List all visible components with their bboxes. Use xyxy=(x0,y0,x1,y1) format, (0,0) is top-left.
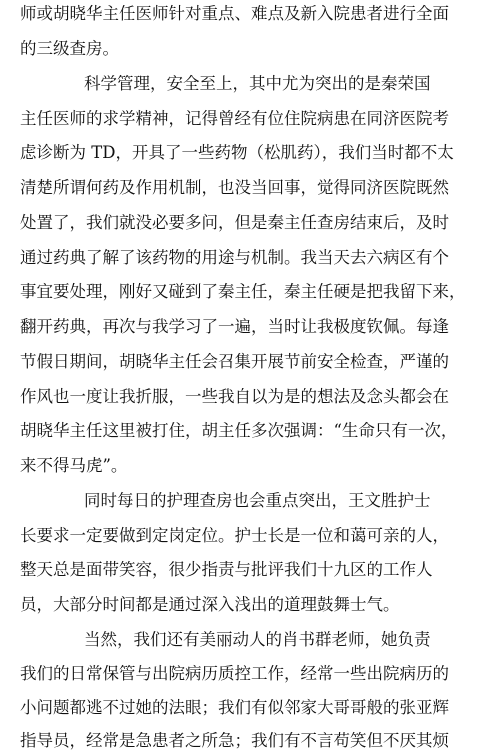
text-line: 处置了，我们就没必要多问，但是秦主任查房结束后，及时 xyxy=(20,213,449,232)
text-line: 的三级查房。 xyxy=(20,39,119,58)
text-line: 虑诊断为 TD，开具了一些药物（松肌药），我们当时都不太 xyxy=(20,143,454,162)
text-line: 节假日期间，胡晓华主任会召集开展节前安全检查，严谨的 xyxy=(20,352,449,371)
text-line: 整天总是面带笑容，很少指责与批评我们十九区的工作人 xyxy=(20,560,433,579)
text-line: 作风也一度让我折服，一些我自以为是的想法及念头都会在 xyxy=(20,387,449,406)
text-line: 来不得马虎”。 xyxy=(20,456,128,475)
text-line: 清楚所谓何药及作用机制，也没当回事，觉得同济医院既然 xyxy=(20,178,449,197)
text-line: 同时每日的护理查房也会重点突出，王文胜护士 xyxy=(84,491,431,510)
text-line: 指导员，经常是急患者之所急；我们有不言苟笑但不厌其烦 xyxy=(20,731,449,750)
text-line: 长要求一定要做到定岗定位。护士长是一位和蔼可亲的人， xyxy=(20,526,449,545)
text-line: 员，大部分时间都是通过深入浅出的道理鼓舞士气。 xyxy=(20,595,400,614)
text-line: 主任医师的求学精神，记得曾经有位住院病患在同济医院考 xyxy=(20,109,449,128)
text-line: 翻开药典，再次与我学习了一遍，当时让我极度钦佩。每逢 xyxy=(20,317,449,336)
text-line: 胡晓华主任这里被打住，胡主任多次强调：“生命只有一次， xyxy=(20,421,458,440)
text-line: 通过药典了解了该药物的用途与机制。我当天去六病区有个 xyxy=(20,248,449,267)
text-line: 当然，我们还有美丽动人的肖书群老师，她负责 xyxy=(84,630,431,649)
text-line: 科学管理，安全至上，其中尤为突出的是秦荣国 xyxy=(84,74,431,93)
text-line: 师或胡晓华主任医师针对重点、难点及新入院患者进行全面 xyxy=(20,4,449,23)
text-line: 我们的日常保管与出院病历质控工作，经常一些出院病历的 xyxy=(20,664,449,683)
text-line: 小问题都逃不过她的法眼；我们有似邻家大哥哥般的张亚辉 xyxy=(20,698,449,717)
text-line: 事宜要处理，刚好又碰到了秦主任，秦主任硬是把我留下来， xyxy=(20,282,466,301)
